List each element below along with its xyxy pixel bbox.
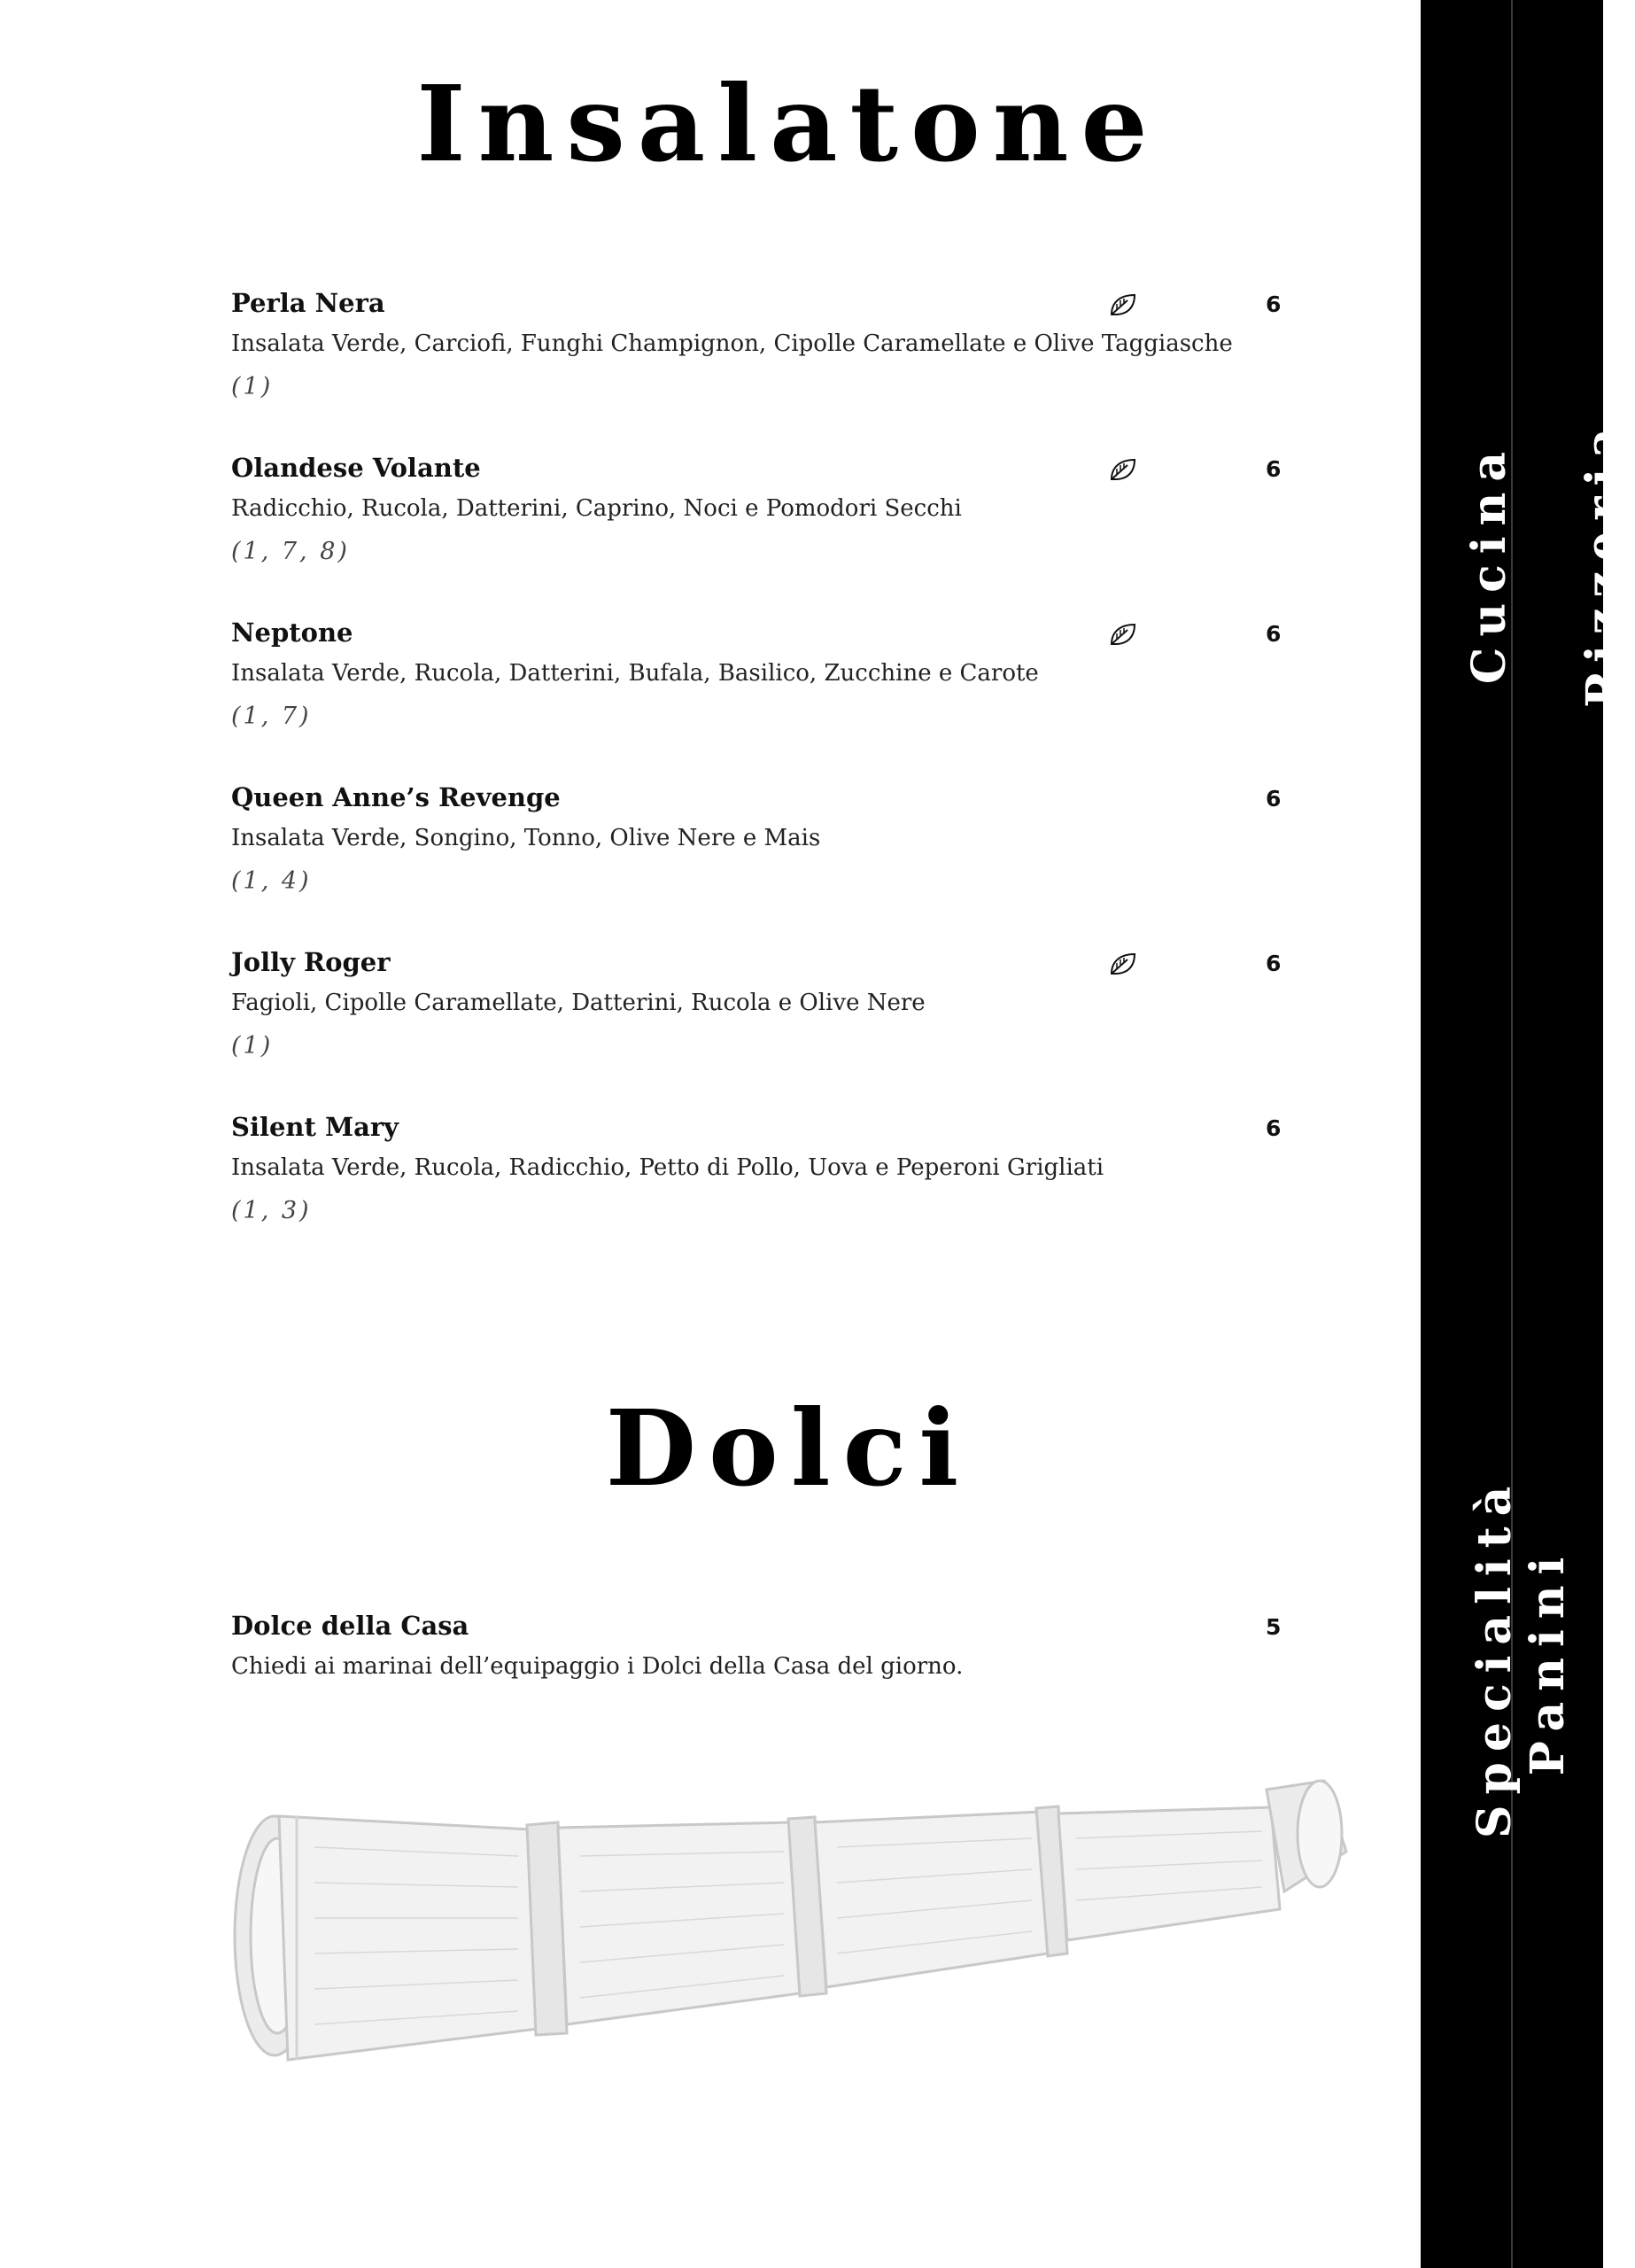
item-allergens: (1)	[231, 1032, 274, 1060]
vegetarian-leaf-icon	[1108, 291, 1138, 318]
menu-item	[231, 947, 1294, 1080]
item-price: 6	[1266, 1115, 1282, 1141]
item-name: Olandese Volante	[231, 453, 481, 483]
item-name: Dolce della Casa	[231, 1611, 469, 1641]
item-description: Insalata Verde, Carciofi, Funghi Champignon, Cipolle Caramellate e Olive Taggiasche	[231, 330, 1233, 357]
item-name: Queen Anne’s Revenge	[231, 782, 561, 812]
tab-pizzeria[interactable]: Pizzeria	[1577, 417, 1631, 708]
item-allergens: (1, 4)	[231, 867, 312, 895]
category-sidebar	[1421, 0, 1631, 2268]
menu-item	[231, 1611, 1294, 1744]
item-allergens: (1, 7)	[231, 703, 312, 730]
item-name: Perla Nera	[231, 288, 385, 318]
item-allergens: (1, 3)	[231, 1197, 312, 1224]
item-name: Silent Mary	[231, 1112, 399, 1142]
item-price: 6	[1266, 621, 1282, 647]
menu-item	[231, 288, 1294, 421]
item-description: Insalata Verde, Rucola, Radicchio, Petto di Pollo, Uova e Peperoni Grigliati	[231, 1154, 1104, 1181]
menu-item	[231, 1112, 1294, 1245]
item-description: Radicchio, Rucola, Datterini, Caprino, Noci e Pomodori Secchi	[231, 495, 962, 522]
menu-item	[231, 782, 1294, 915]
item-price: 6	[1266, 456, 1282, 482]
item-name: Jolly Roger	[231, 947, 391, 977]
item-allergens: (1)	[231, 373, 274, 400]
item-price: 6	[1266, 291, 1282, 317]
section-title-insalatone: Insalatone	[416, 62, 1160, 185]
menu-item	[231, 453, 1294, 586]
vegetarian-leaf-icon	[1108, 621, 1138, 648]
item-name: Neptone	[231, 617, 353, 648]
item-description: Chiedi ai marinai dell’equipaggio i Dolci della Casa del giorno.	[231, 1653, 964, 1680]
tab-cucina[interactable]: Cucina	[1462, 440, 1516, 685]
vegetarian-leaf-icon	[1108, 951, 1138, 977]
section-title-dolci: Dolci	[605, 1386, 972, 1510]
tab-panini[interactable]: Panini	[1521, 1546, 1575, 1776]
item-description: Fagioli, Cipolle Caramellate, Datterini, Rucola e Olive Nere	[231, 990, 926, 1016]
item-price: 5	[1266, 1614, 1282, 1640]
item-price: 6	[1266, 951, 1282, 976]
vegetarian-leaf-icon	[1108, 456, 1138, 483]
telescope-illustration	[226, 1776, 1351, 2113]
item-description: Insalata Verde, Songino, Tonno, Olive Nere e Mais	[231, 825, 821, 851]
tab-specialita[interactable]: Specialità	[1468, 1475, 1522, 1838]
sidebar-divider	[1511, 0, 1513, 2268]
item-price: 6	[1266, 786, 1282, 812]
menu-item	[231, 617, 1294, 750]
item-allergens: (1, 7, 8)	[231, 538, 350, 565]
item-description: Insalata Verde, Rucola, Datterini, Bufala, Basilico, Zucchine e Carote	[231, 660, 1039, 687]
